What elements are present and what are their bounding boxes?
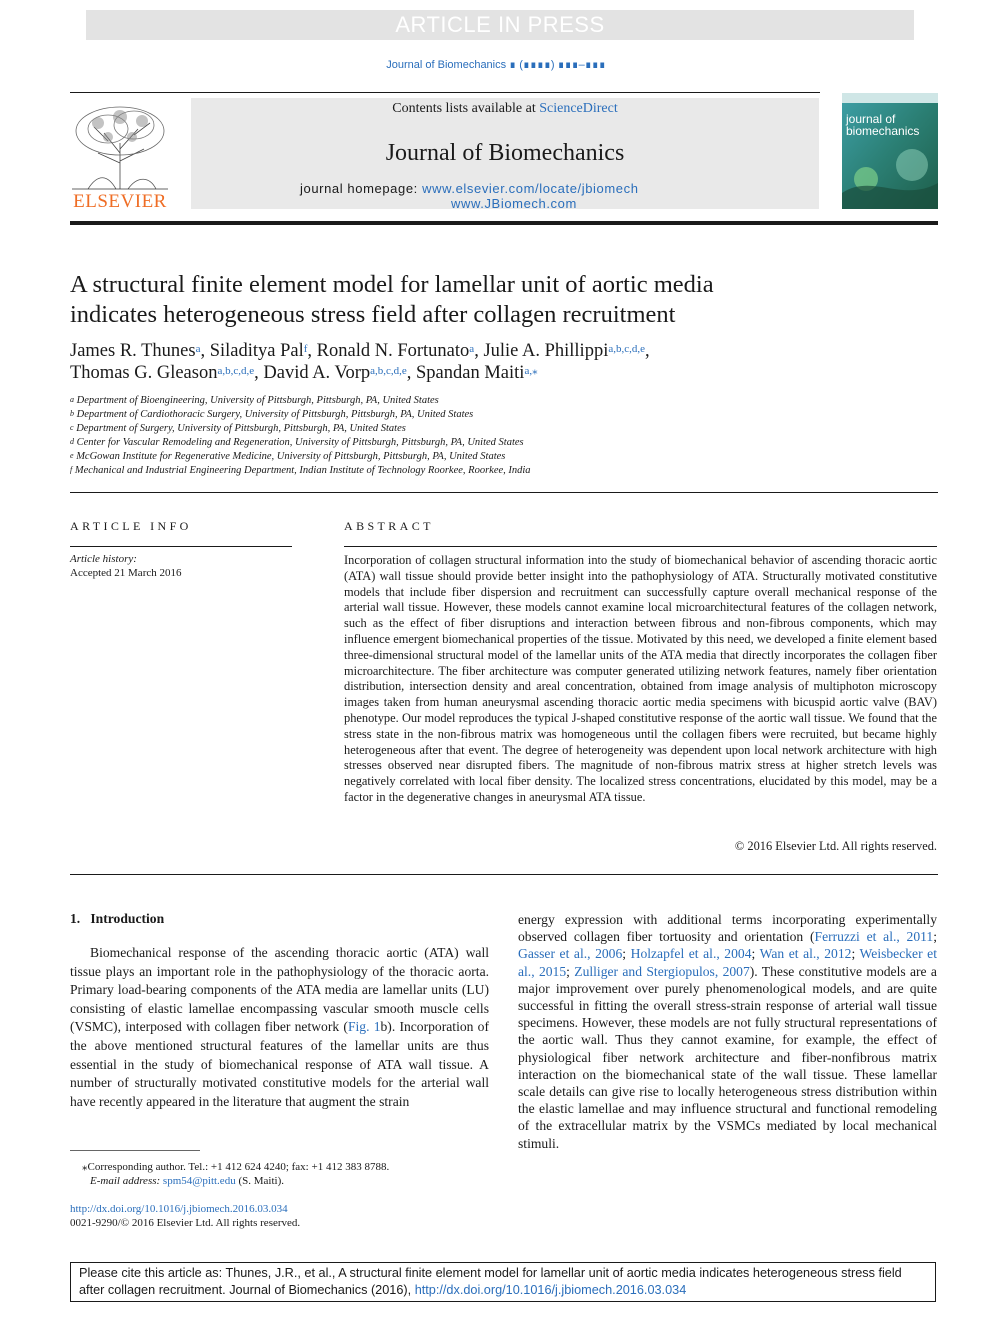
- affiliation: $^f$ Mechanical and Industrial Engineering Department, Indian Institute of Technology Roorkee, Roorkee, India: [70, 465, 531, 476]
- title-line-2: indicates heterogeneous stress field after collagen recruitment: [70, 301, 676, 328]
- article-info-rule: [70, 546, 292, 547]
- author-affil-sup[interactable]: a,b,c,d,e: [217, 365, 255, 377]
- article-title: [70, 270, 930, 330]
- title-line-1: A structural finite element model for lamellar unit of aortic media: [70, 271, 714, 298]
- contents-prefix: Contents lists available at: [392, 101, 540, 116]
- author[interactable]: Ronald N. Fortunato$^a$: [316, 341, 475, 361]
- citation-link[interactable]: Zulliger and Stergiopulos, 2007: [574, 963, 750, 979]
- homepage-label: journal homepage:: [300, 181, 423, 196]
- journal-name: Journal of Biomechanics: [385, 140, 625, 166]
- author[interactable]: Julie A. Phillippi$^{a,b,c,d,e}$: [483, 341, 645, 361]
- section-heading-introduction: 1. Introduction: [70, 911, 165, 926]
- affiliation: $^d$ Center for Vascular Remodeling and Regeneration, University of Pittsburgh, Pittsburgh, PA, United States: [70, 437, 524, 448]
- footnote-rule: [70, 1150, 200, 1151]
- citation-doi-link[interactable]: http://dx.doi.org/10.1016/j.jbiomech.2016.03.034: [414, 1283, 687, 1297]
- affiliation: $^c$ Department of Surgery, University of Pittsburgh, Pittsburgh, PA, United States: [70, 423, 406, 434]
- contents-line: [191, 101, 819, 117]
- affiliation-rule: [70, 492, 938, 493]
- doi-link[interactable]: [70, 1202, 288, 1216]
- citation-box: [70, 1262, 936, 1302]
- author-affil-sup[interactable]: a,⁎: [524, 365, 538, 377]
- article-info-heading: ARTICLE INFO: [70, 519, 192, 533]
- article-history-label: Article history:: [70, 553, 137, 565]
- citation-link[interactable]: Wan et al., 2012: [759, 946, 852, 962]
- citation-text: Please cite this article as: Thunes, J.R., et al., A structural finite element model for lamellar unit of aortic media indicates heterogeneous stress field after collagen recruitment. Journal of Biomechanics (2016),: [79, 1266, 902, 1297]
- journal-cover-image[interactable]: [842, 93, 938, 209]
- author-affil-sup[interactable]: a,b,c,d,e: [370, 365, 407, 377]
- article-in-press-banner: ARTICLE IN PRESS: [86, 10, 914, 40]
- author-affil-sup[interactable]: a,b,c,d,e: [608, 343, 645, 355]
- author[interactable]: David A. Vorp$^{a,b,c,d,e}$: [263, 363, 407, 383]
- abstract-copyright: © 2016 Elsevier Ltd. All rights reserved.: [734, 839, 937, 853]
- header-top-rule: [70, 92, 820, 93]
- figure-1-link[interactable]: Fig. 1: [347, 1019, 381, 1035]
- email-link[interactable]: spm54@pitt.edu: [162, 1175, 236, 1187]
- doi-url[interactable]: http://dx.doi.org/10.1016/j.jbiomech.2016.03.034: [70, 1203, 288, 1215]
- author-affil-sup[interactable]: a: [195, 343, 201, 355]
- corresponding-author-note: ⁎Corresponding author. Tel.: +1 412 624 4240; fax: +1 412 383 8788.: [82, 1161, 390, 1173]
- author[interactable]: Spandan Maiti$^{a,⁎}$: [416, 363, 538, 383]
- email-note: E-mail address: spm54@pitt.edu (S. Maiti).: [90, 1175, 284, 1187]
- author-affil-sup[interactable]: a: [469, 343, 475, 355]
- abstract-heading: ABSTRACT: [344, 519, 434, 533]
- intro-paragraph-1: Biomechanical response of the ascending thoracic aortic (ATA) wall tissue plays an important role in the pathophysiology of the thoracic aorta. Primary load-bearing components of the ATA media are lamellar units (LU) consisting of elastic lamellae encompassing vascular smooth muscle cells (VSMC), interposed with collagen fiber network (Fig. 1b). Incorporation of the above mentioned structural features of the lamellar units are thus essential in the study of biomechanical response of ATA wall tissue. A number of structurally motivated constitutive models for the arterial wall have recently appeared in the literature that augment the strain: [70, 945, 489, 1109]
- citation-link[interactable]: Gasser et al., 2006: [518, 946, 623, 962]
- homepage-url-1[interactable]: www.elsevier.com/locate/jbiomech: [422, 181, 639, 196]
- accepted-date: Accepted 21 March 2016: [70, 567, 182, 579]
- homepage-url-2[interactable]: www.JBiomech.com: [451, 196, 577, 211]
- citation-link[interactable]: Ferruzzi et al., 2011: [814, 929, 934, 945]
- author[interactable]: Siladitya Pal$^f$: [209, 341, 308, 361]
- abstract-rule: [344, 546, 937, 547]
- author[interactable]: Thomas G. Gleason$^{a,b,c,d,e}$: [70, 363, 255, 383]
- author-affil-sup[interactable]: f: [303, 343, 308, 355]
- header-bottom-rule: [70, 221, 938, 225]
- journal-homepage: [300, 181, 639, 211]
- issn-line: 0021-9290/© 2016 Elsevier Ltd. All rights reserved.: [70, 1217, 301, 1229]
- affiliation: $^a$ Department of Bioengineering, University of Pittsburgh, Pittsburgh, PA, United States: [70, 395, 439, 406]
- running-header[interactable]: Journal of Biomechanics ∎ (∎∎∎∎) ∎∎∎–∎∎∎: [386, 59, 606, 71]
- affiliation: $^e$ McGowan Institute for Regenerative Medicine, University of Pittsburgh, Pittsburgh, PA, United States: [70, 451, 506, 462]
- abstract-text: Incorporation of collagen structural information into the study of biomechanical behavior of ascending thoracic aortic (ATA) wall tissue should provide better insight into the pathophysiology of ATA. Structurally motivated constitutive models that include fiber dispersion and recruitment can successfully capture overall mechanical response of the arterial wall tissue. However, these models cannot examine local microarchitectural features of the collagen network, such as the effect of fiber disruptions and interaction between fibrous and non-fibrous components, which may influence emergent biomechanical properties of the tissue. Motivated by this need, we developed a finite element based three-dimensional structural model of the lamellar units of the ATA media that directly incorporates the collagen fiber microarchitecture. The fiber architecture was computer generated utilizing network features, namely fiber orientation distribution, intersection density and areal concentration, obtained from image analysis of multiphoton microscopy images taken from human aneurysmal ascending thoracic aortic media specimens with bicuspid aortic valve (BAV) phenotype. Our model reproduces the typical J-shaped constitutive response of the aortic wall tissue. We found that the stress state in the non-fibrous matrix was homogeneous until the collagen fibers were recruited, but became highly heterogeneous after that event. The degree of heterogeneity was dependent upon local network architecture with high stresses observed near disrupted fibers. The magnitude of non-fibrous matrix stress at higher stretch levels was negatively correlated with local fiber density. The localized stress concentrations, elucidated by this model, may be a factor in the degenerative changes in aneurysmal ATA tissue.: [344, 553, 937, 804]
- affiliation: $^b$ Department of Cardiothoracic Surgery, University of Pittsburgh, Pittsburgh, PA, United States: [70, 409, 474, 420]
- author[interactable]: James R. Thunes$^a$: [70, 341, 201, 361]
- intro-paragraph-continued: energy expression with additional terms incorporating experimentally observed collagen fiber tortuosity and orientation (Ferruzzi et al., 2011; Gasser et al., 2006; Holzapfel et al., 2004; Wan et al., 2012; Weisbecker et al., 2015; Zulliger and Stergiopulos, 2007). These constitutive models are a major improvement over purely phenomenological models, and are quite successful in fitting the overall stress-strain response of arterial wall tissue specimens. However, these models are not fully structural representations of the aortic wall. Thus they cannot examine, for example, the effect of physiological fiber network architecture and fiber-nonfibrous matrix interaction on the biomechanical state of the wall tissue. These lamellar scale details can give rise to locally heterogeneous stress distribution within the elastic lamellae and may influence structural and functional remodeling of the extracellular matrix by the VSMCs mediated by local mechanical stimuli.: [518, 912, 937, 1151]
- citation-link[interactable]: Weisbecker et al., 2015: [518, 946, 937, 979]
- sciencedirect-link[interactable]: ScienceDirect: [539, 101, 618, 116]
- author-list: James R. Thunes$^a$, Siladitya Pal$^f$, Ronald N. Fortunato$^a$, Julie A. Phillippi$^{a,b,c,d,e}$, Thomas G. Gleason$^{a,b,c,d,e}$, David A. Vorp$^{a,b,c,d,e}$, Spandan Maiti$^{a,⁎}$: [70, 341, 650, 383]
- elsevier-wordmark[interactable]: ELSEVIER: [73, 191, 167, 212]
- citation-link[interactable]: Holzapfel et al., 2004: [630, 946, 752, 962]
- abstract-bottom-rule: [70, 874, 938, 875]
- cover-title: journal of biomechanics: [846, 112, 920, 138]
